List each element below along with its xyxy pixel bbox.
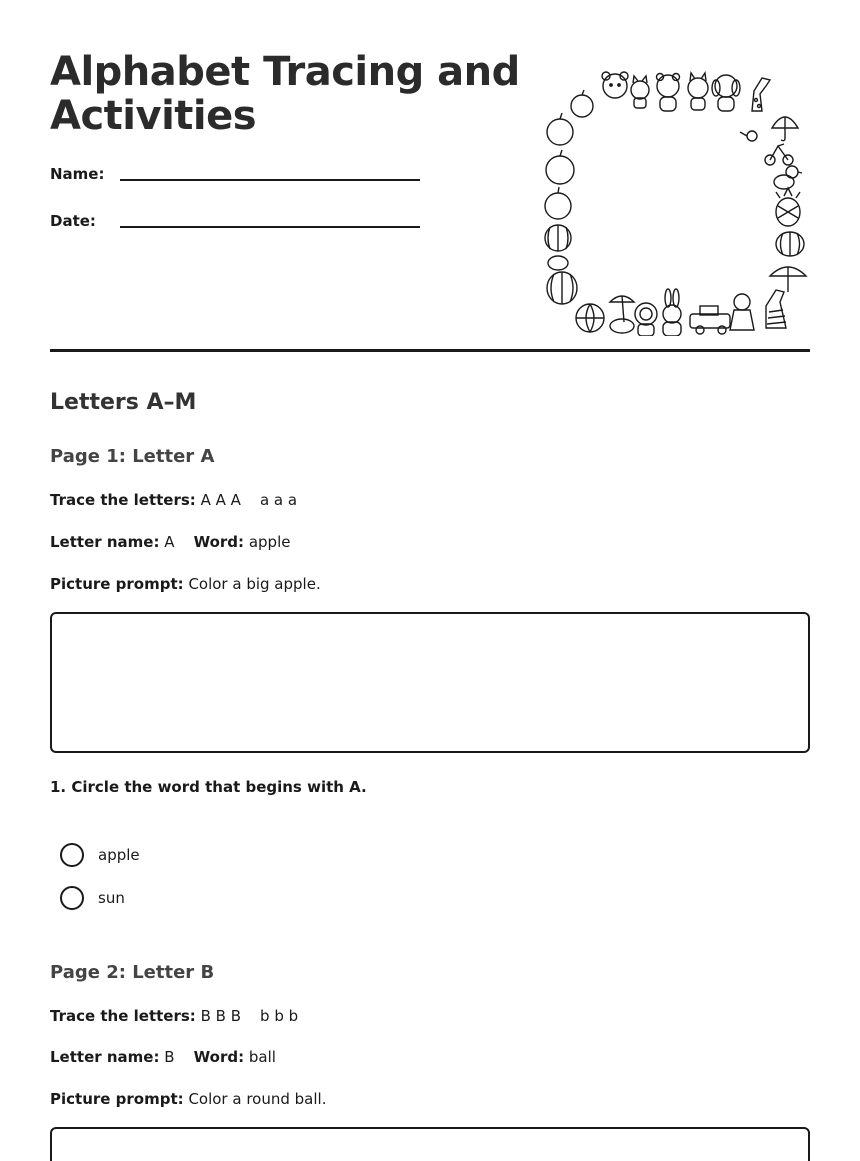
word-value: apple (248, 533, 291, 551)
trace-letters: B B B b b b (200, 1007, 299, 1025)
apple-icon (545, 187, 571, 219)
trace-label: Trace the letters: (50, 1007, 196, 1025)
letter-name-value: A (164, 533, 175, 551)
page-1-question: 1. Circle the word that begins with A. (50, 778, 367, 796)
bean-icon (548, 256, 568, 270)
cat-icon (688, 73, 708, 110)
pumpkin-icon (776, 232, 804, 256)
duck-icon (774, 166, 802, 189)
page-2-drawing-box[interactable] (50, 1127, 810, 1161)
radio-circle[interactable] (60, 843, 84, 867)
picture-prompt-label: Picture prompt: (50, 575, 184, 593)
zebra-icon (766, 290, 786, 328)
letter-name-label: Letter name: (50, 1048, 160, 1066)
page-2-letter-line (50, 1048, 276, 1066)
turtle-icon (610, 319, 634, 333)
parasol-icon (610, 296, 634, 322)
parasol-icon (770, 267, 806, 292)
trace-label: Trace the letters: (50, 491, 196, 509)
letter-name-value: B (164, 1048, 175, 1066)
page-1-letter-line (50, 533, 290, 551)
page-1-trace-line (50, 491, 297, 509)
page-1-drawing-box[interactable] (50, 612, 810, 753)
option-label: sun (98, 889, 125, 907)
umbrella-icon (772, 117, 798, 141)
trace-letters: A A A a a a (200, 491, 298, 509)
beach-ball-icon (576, 304, 604, 332)
radio-circle[interactable] (60, 886, 84, 910)
apple-icon (571, 90, 593, 117)
picture-prompt-value: Color a big apple. (188, 575, 321, 593)
word-label: Word: (193, 1048, 245, 1066)
option-sun[interactable] (60, 886, 125, 910)
dog-icon (712, 75, 740, 111)
toy-car-icon (690, 306, 730, 334)
picture-prompt-label: Picture prompt: (50, 1090, 184, 1108)
page-title: Alphabet Tracing and Activities (50, 49, 520, 139)
option-label: apple (98, 846, 140, 864)
page-2-prompt-line (50, 1090, 326, 1108)
apple-icon (546, 150, 574, 184)
lion-icon (635, 303, 657, 336)
name-field-row (50, 165, 420, 183)
pineapple-icon (776, 188, 800, 226)
page-1-title: Page 1: Letter A (50, 446, 215, 467)
yarn-ball-icon (740, 131, 757, 141)
clown-icon (730, 294, 754, 330)
cat-icon (631, 76, 649, 108)
pumpkin-icon (547, 272, 577, 304)
word-label: Word: (193, 533, 245, 551)
toy-frame-illustration (540, 66, 810, 336)
giraffe-icon (752, 78, 770, 111)
page-1-prompt-line (50, 575, 321, 593)
bear-icon (602, 72, 628, 98)
name-label: Name: (50, 165, 105, 183)
page-2-title: Page 2: Letter B (50, 962, 215, 983)
section-title: Letters A–M (50, 390, 197, 415)
bear-icon (657, 74, 680, 112)
letter-name-label: Letter name: (50, 533, 160, 551)
picture-prompt-value: Color a round ball. (188, 1090, 327, 1108)
tricycle-icon (765, 144, 793, 165)
page-2-trace-line (50, 1007, 298, 1025)
rabbit-icon (663, 289, 681, 336)
date-label: Date: (50, 212, 96, 230)
worksheet-header (50, 50, 810, 340)
date-input-line[interactable] (120, 226, 420, 228)
name-input-line[interactable] (120, 179, 420, 181)
option-apple[interactable] (60, 843, 140, 867)
melon-icon (545, 225, 571, 251)
word-value: ball (248, 1048, 276, 1066)
apple-icon (547, 113, 573, 145)
date-field-row (50, 212, 420, 230)
header-divider (50, 349, 810, 352)
